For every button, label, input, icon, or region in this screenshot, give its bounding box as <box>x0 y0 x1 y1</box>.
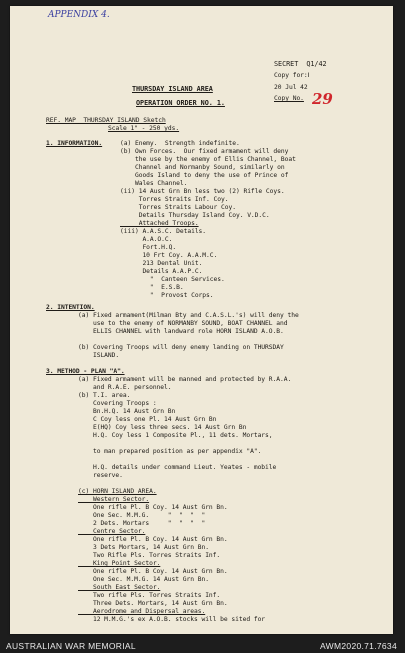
info-line: Channel and Normanby Sound, similarly on <box>120 164 285 171</box>
section-method-heading: 3. METHOD - PLAN "A". <box>46 368 125 375</box>
method-line: One Sec. M.M.G. " " " " <box>78 512 206 519</box>
method-line: One rifle Pl. B Coy. 14 Aust Grn Bn. <box>78 568 228 575</box>
method-line: Bn.H.Q. 14 Aust Grn Bn <box>78 408 176 415</box>
ref-map-line-2: Scale 1" - 250 yds. <box>108 125 180 132</box>
section-information-heading: 1. INFORMATION. <box>46 140 103 147</box>
method-line: H.Q. details under command Lieut. Yeates - mobile <box>78 464 277 471</box>
copy-number-label: Copy No. <box>274 95 304 102</box>
info-line: Details A.A.P.C. <box>120 268 203 275</box>
intention-line: ISLAND. <box>78 352 120 359</box>
document-page <box>10 6 393 634</box>
method-line: Covering Troops : <box>78 400 157 407</box>
info-line: " E.S.B. <box>120 284 184 291</box>
method-line: 3 Dets Mortars, 14 Aust Grn Bn. <box>78 544 209 551</box>
method-line: Western Sector. <box>78 496 150 503</box>
copy-for: Copy for:Ⅰ <box>274 72 310 79</box>
info-line: " Provost Corps. <box>120 292 214 299</box>
info-line: 10 Frt Coy. A.A.M.C. <box>120 252 218 259</box>
secret-classification: SECRET Q1/42 <box>274 60 327 68</box>
intention-line: (a) Fixed armament(Milman Bty and C.A.S.L.'s) will deny the <box>78 312 299 319</box>
order-date: 20 Jul 42 <box>274 84 308 91</box>
info-line: " Canteen Services. <box>120 276 225 283</box>
method-line: and R.A.E. personnel. <box>78 384 172 391</box>
method-line: H.Q. Coy less 1 Composite Pl., 11 dets. Mortars, <box>78 432 273 439</box>
method-line: King Point Sector. <box>78 560 161 567</box>
info-line: (a) Enemy. Strength indefinite. <box>120 140 240 147</box>
info-line: Fort.H.Q. <box>120 244 177 251</box>
info-line: the use by the enemy of Ellis Channel, Boat <box>120 156 296 163</box>
method-line: Aerodrome and Dispersal areas. <box>78 608 206 615</box>
info-line: Attached Troops. <box>120 220 199 227</box>
info-line: 213 Dental Unit. <box>120 260 203 267</box>
method-line: to man prepared position as per appendix "A". <box>78 448 262 455</box>
method-line: (b) T.I. area. <box>78 392 131 399</box>
method-line: One rifle Pl. B Coy. 14 Aust Grn Bn. <box>78 536 228 543</box>
info-line: (iii) A.A.S.C. Details. <box>120 228 207 235</box>
method-line: One Sec. M.M.G. 14 Aust Grn Bn. <box>78 576 209 583</box>
method-line: South East Sector. <box>78 584 161 591</box>
info-line: (ii) 14 Aust Grn Bn less two (2) Rifle Coys. <box>120 188 285 195</box>
info-line: Wales Channel. <box>120 180 188 187</box>
intention-line: (b) Covering Troops will deny enemy landing on THURSDAY <box>78 344 284 351</box>
handwritten-appendix-note: APPENDIX 4. <box>48 10 110 20</box>
section-intention-heading: 2. INTENTION. <box>46 304 95 311</box>
method-line: Centre Sector. <box>78 528 146 535</box>
intention-line: use to the enemy of NORMANBY SOUND, BOAT CHANNEL and <box>78 320 288 327</box>
ref-map-line-1: REF. MAP THURSDAY ISLAND Sketch <box>46 117 166 124</box>
info-line: (b) Own Forces. Our fixed armament will deny <box>120 148 289 155</box>
method-line: E(HQ) Coy less three secs. 14 Aust Grn Bn <box>78 424 247 431</box>
footer-source: AUSTRALIAN WAR MEMORIAL <box>6 641 136 651</box>
info-line: Torres Straits Inf. Coy. <box>120 196 229 203</box>
method-line: (c) HORN ISLAND AREA. <box>78 488 157 495</box>
method-line: Three Dets. Mortars, 14 Aust Grn Bn. <box>78 600 228 607</box>
info-line: Goods Island to deny the use of Prince of <box>120 172 289 179</box>
info-line: A.A.O.C. <box>120 236 173 243</box>
footer-accession-number: AWM2020.71.7634 <box>320 641 397 651</box>
method-line: 12 M.M.G.'s ex A.O.B. stocks will be sited for <box>78 616 266 623</box>
method-line: Two Rifle Pls. Torres Straits Inf. <box>78 552 221 559</box>
method-line: 2 Dets. Mortars " " " " <box>78 520 206 527</box>
method-line: One rifle Pl. B Coy. 14 Aust Grn Bn. <box>78 504 228 511</box>
info-line: Details Thursday Island Coy. V.D.C. <box>120 212 270 219</box>
area-title: THURSDAY ISLAND AREA <box>132 85 213 93</box>
order-title: OPERATION ORDER NO. 1. <box>136 99 225 107</box>
info-line: Torres Straits Labour Coy. <box>120 204 236 211</box>
method-line: (a) Fixed armament will be manned and protected by R.A.A. <box>78 376 292 383</box>
intention-line: ELLIS CHANNEL with landward role HORN ISLAND A.O.B. <box>78 328 284 335</box>
handwritten-copy-number: 29 <box>312 90 333 108</box>
method-line: Two rifle Pls. Torres Straits Inf. <box>78 592 221 599</box>
method-line: reserve. <box>78 472 123 479</box>
method-line: C Coy less one Pl. 14 Aust Grn Bn <box>78 416 217 423</box>
